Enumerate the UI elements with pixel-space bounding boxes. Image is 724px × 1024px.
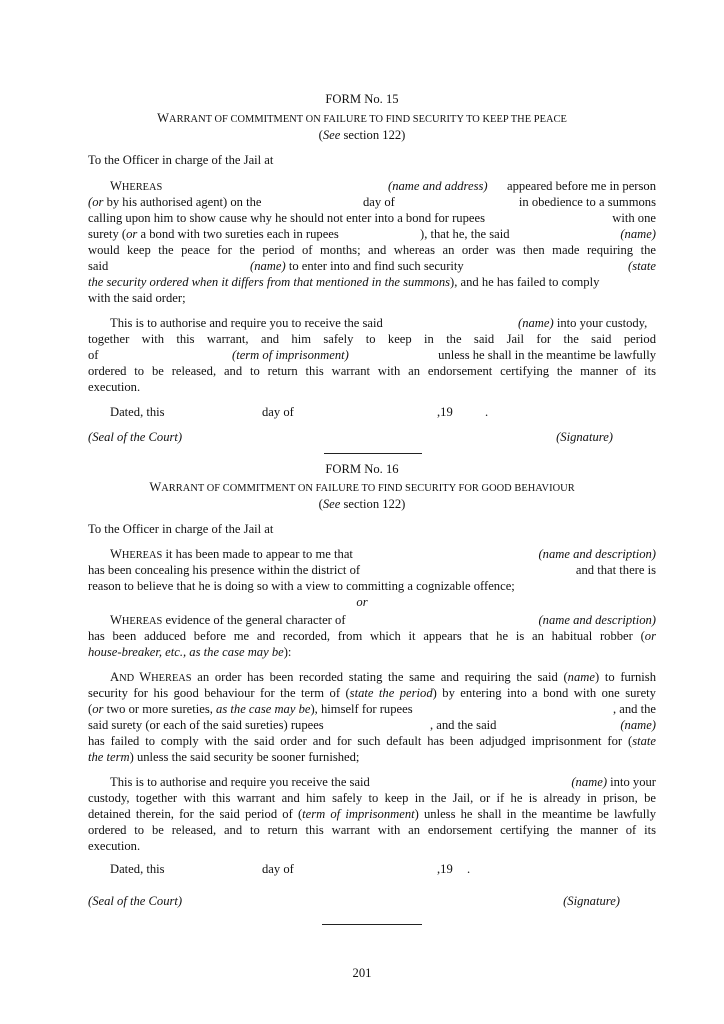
form16-p4-l1-a: This is to authorise and require you receive the said: [110, 775, 370, 789]
form16-p4-l3: detained therein, for the said period of (term of imprisonment) unless he shall in the meantime be lawfully: [88, 807, 656, 821]
form15-addressee: To the Officer in charge of the Jail at: [88, 153, 274, 167]
form15-p1-l4-name: (name): [620, 227, 656, 241]
form15-p2-l3-tail: unless he shall in the meantime be lawfully: [438, 348, 656, 362]
form15-p1-l4-c: ), that he, the said: [420, 227, 510, 241]
form15-p2-l1-a: This is to authorise and require you to receive the said: [110, 316, 383, 330]
page-number: 201: [352, 966, 372, 980]
form15-p1-l4-a: surety (or a bond with two sureties each in rupees: [88, 227, 339, 241]
form16-title: FORM No. 16: [325, 462, 399, 476]
form16-p3-l4-name: (name): [620, 718, 656, 732]
form15-p1-l1-tail: appeared before me in person: [507, 179, 656, 193]
form16-year: ,19: [437, 862, 453, 876]
form15-dated: Dated, this: [110, 405, 165, 419]
separator-rule: [324, 453, 422, 454]
form16-p4-l5: execution.: [88, 839, 141, 853]
form15-heading: WARRANT OF COMMITMENT ON FAILURE TO FIND SECURITY TO KEEP THE PEACE: [157, 111, 567, 125]
form16-p2-l3: house-breaker, etc., as the case may be):: [88, 645, 292, 659]
form16-p2-l2: has been adduced before me and recorded, from which it appears that he is an habitual robber (or: [88, 629, 656, 643]
form15-name-address: (name and address): [388, 179, 488, 193]
form16-signature: (Signature): [563, 894, 620, 908]
form15-p1-l3-a: calling upon him to show cause why he should not enter into a bond for rupees: [88, 211, 485, 225]
form16-p3-l5: has failed to comply with the said order and for such default has been adjudged imprisonment for (state: [88, 734, 656, 748]
form15-day-of: day of: [262, 405, 294, 419]
form16-dot: .: [467, 862, 471, 876]
form15-dot: .: [485, 405, 489, 419]
form15-p2-l4: ordered to be released, and to return this warrant with an endorsement certifying the manner of its: [88, 364, 656, 378]
form15-year: ,19: [437, 405, 453, 419]
form16-p2-name: (name and description): [538, 613, 656, 627]
form15-signature: (Signature): [556, 430, 613, 444]
form15-p1-l6-state: (state: [628, 259, 656, 273]
form16-p1-l1-a: WHEREAS it has been made to appear to me that: [110, 547, 353, 561]
form16-p3-l3-d: , and the: [612, 702, 656, 716]
form15-p1-l3-b: with one: [612, 211, 656, 225]
form16-p3-l2: security for his good behaviour for the term of (state the period) by entering into a bond with one surety: [88, 686, 656, 700]
form15-p1-l2-a: (or by his authorised agent) on the: [88, 195, 262, 209]
form15-p1-l5: would keep the peace for the period of months; and whereas an order was then made requiring the: [88, 243, 656, 257]
form15-title: FORM No. 15: [325, 92, 399, 106]
form15-p1-l6-mid: (name) to enter into and find such security: [250, 259, 464, 273]
form16-p1-l2-a: has been concealing his presence within the district of: [88, 563, 361, 577]
form16-p3-l3-a: (or two or more sureties, as the case may be), himself for rupees: [88, 702, 413, 716]
form16-day-of: day of: [262, 862, 294, 876]
form16-p3-l4-b: , and the said: [430, 718, 497, 732]
form15-p1-day-of: day of: [363, 195, 395, 209]
form16-p2-l1-a: WHEREAS evidence of the general character of: [110, 613, 346, 627]
form16-p3-l6: the term) unless the said security be sooner furnished;: [88, 750, 360, 764]
form16-p1-l3: reason to believe that he is doing so with a view to committing a cognizable offence;: [88, 579, 515, 593]
form16-section-ref: (See section 122): [318, 497, 406, 511]
form16-or: or: [356, 595, 368, 609]
form15-section-ref: (See section 122): [318, 128, 406, 142]
form15-p2-l5: execution.: [88, 380, 141, 394]
form15-p2-l2: together with this warrant, and him safely to keep in the said Jail for the said period: [88, 332, 656, 346]
form15-p1-l2-tail: in obedience to a summons: [518, 195, 656, 209]
form16-p3-l1: AND WHEREAS an order has been recorded stating the same and requiring the said (name) to furnish: [110, 670, 656, 684]
form15-p2-l1-b: (name) into your custody,: [518, 316, 648, 330]
form15-p2-term: (term of imprisonment): [232, 348, 349, 362]
form16-p1-l2-b: and that there is: [575, 563, 656, 577]
form16-addressee: To the Officer in charge of the Jail at: [88, 522, 274, 536]
form16-seal: (Seal of the Court): [88, 894, 183, 908]
form16-dated: Dated, this: [110, 862, 165, 876]
form15-p1-l8: with the said order;: [88, 291, 186, 305]
form16-p3-l4-a: said surety (or each of the said sureties) rupees: [88, 718, 324, 732]
form15-seal: (Seal of the Court): [88, 430, 183, 444]
form16-heading: WARRANT OF COMMITMENT ON FAILURE TO FIND SECURITY FOR GOOD BEHAVIOUR: [149, 480, 575, 494]
form15-p2-l3-of: of: [88, 348, 99, 362]
form16-p4-l4: ordered to be released, and to return this warrant with an endorsement certifying the manner of its: [88, 823, 656, 837]
end-rule: [322, 924, 422, 925]
form16-p4-l2: custody, together with this warrant and him safely to keep in the Jail, or if he is already in prison, be: [88, 791, 656, 805]
form15-p1-l6-said: said: [88, 259, 109, 273]
form15-p1-l7: the security ordered when it differs from that mentioned in the summons), and he has failed to comply: [88, 275, 600, 289]
form16-p1-name: (name and description): [538, 547, 656, 561]
form16-p4-l1-b: (name) into your: [571, 775, 656, 789]
form15-whereas: WHEREAS: [110, 179, 163, 193]
